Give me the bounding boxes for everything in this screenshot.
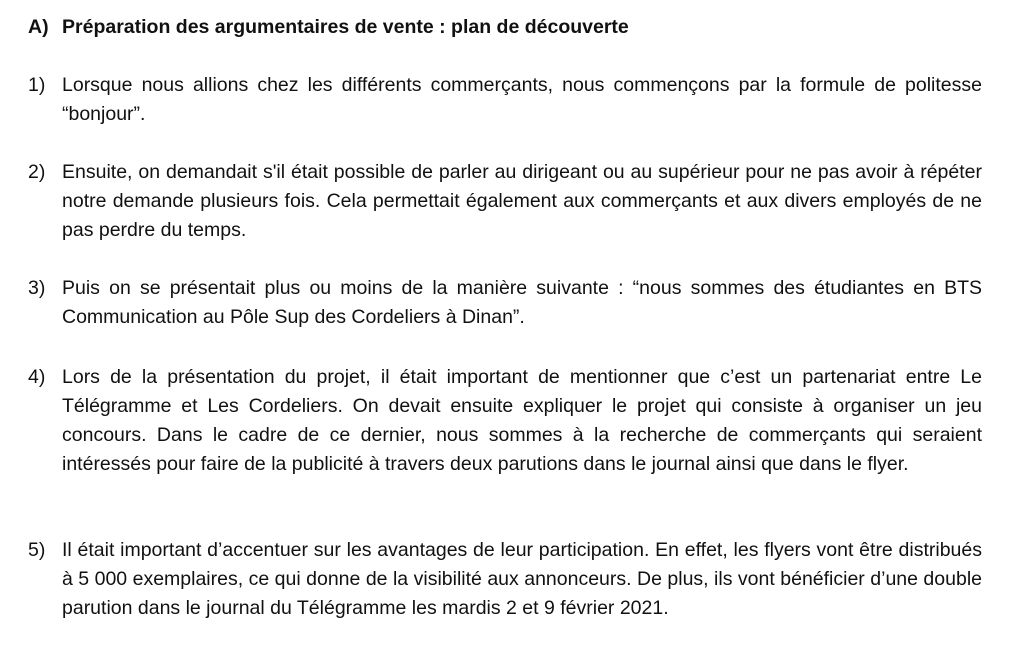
section-heading-title: Préparation des argumentaires de vente : plan de découverte xyxy=(62,16,629,38)
list-item-text: Ensuite, on demandait s'il était possible de parler au dirigeant ou au supérieur pour ne pas avoir à répéter notre demande plusieurs fois. Cela permettait également aux commerçants et aux divers employés de ne pas perdre du temps. xyxy=(62,161,982,241)
list-item xyxy=(28,158,982,245)
list-item-number: 1) xyxy=(28,74,46,96)
list-item-text: Il était important d’accentuer sur les avantages de leur participation. En effet, les flyers vont être distribués à 5 000 exemplaires, ce qui donne de la visibilité aux annonceurs. De plus, ils vont bénéficier d’une double parution dans le journal du Télégramme les mardis 2 et 9 février 2021. xyxy=(62,539,982,619)
list-item xyxy=(28,363,982,479)
section-heading-number: A) xyxy=(28,16,49,38)
list-item-text: Lors de la présentation du projet, il était important de mentionner que c’est un partenariat entre Le Télégramme et Les Cordeliers. On devait ensuite expliquer le projet qui consiste à organiser un jeu concours. Dans le cadre de ce dernier, nous sommes à la recherche de commerçants qui seraient intéressés pour faire de la publicité à travers deux parutions dans le journal ainsi que dans le flyer. xyxy=(62,366,982,475)
list-item-number: 5) xyxy=(28,539,46,561)
section-heading xyxy=(28,14,629,40)
list-item-number: 3) xyxy=(28,277,46,299)
list-item xyxy=(28,536,982,623)
list-item xyxy=(28,71,982,129)
list-item-text: Puis on se présentait plus ou moins de la manière suivante : “nous sommes des étudiantes en BTS Communication au Pôle Sup des Cordeliers à Dinan”. xyxy=(62,277,982,328)
list-item-number: 4) xyxy=(28,366,46,388)
list-item-text: Lorsque nous allions chez les différents commerçants, nous commençons par la formule de politesse “bonjour”. xyxy=(62,74,982,125)
list-item xyxy=(28,274,982,332)
list-item-number: 2) xyxy=(28,161,46,183)
